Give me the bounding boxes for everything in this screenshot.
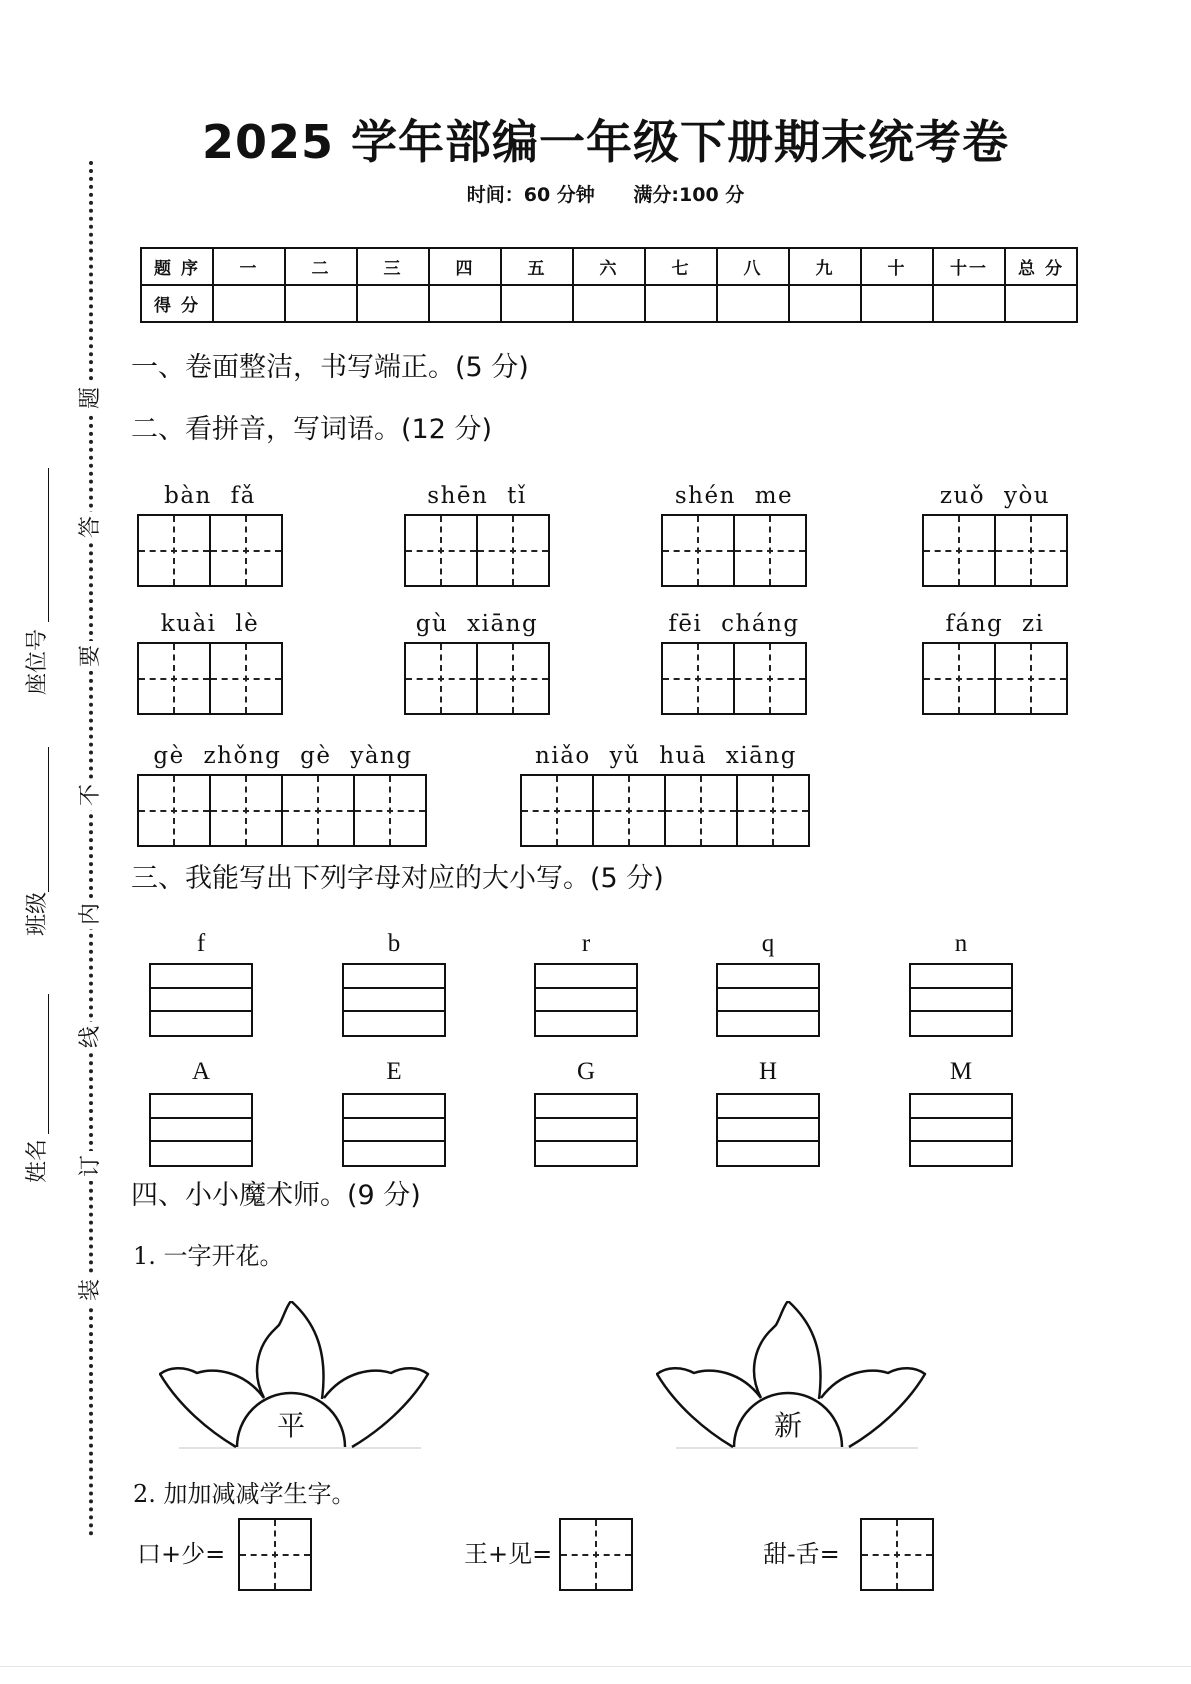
- grid-cell[interactable]: [209, 516, 281, 585]
- section-4-heading: 四、小小魔术师。(9 分): [131, 1180, 421, 1211]
- score-cell[interactable]: [933, 285, 1005, 322]
- column-header: 九: [789, 248, 861, 285]
- letter-label: n: [954, 930, 968, 957]
- score-table-score-row: [141, 285, 1077, 322]
- score-table: [140, 247, 1078, 323]
- pinyin-label: zuǒ yòu: [939, 483, 1051, 509]
- equation-label: 口+少=: [137, 1540, 226, 1568]
- grid-cell[interactable]: [994, 644, 1066, 713]
- flower-diagram: [656, 1301, 936, 1453]
- seal-char: 装: [76, 1275, 106, 1305]
- pinyin-label: fēi cháng: [668, 611, 800, 637]
- column-header: 二: [285, 248, 357, 285]
- column-header: 四: [429, 248, 501, 285]
- writing-grid[interactable]: [661, 642, 807, 715]
- equation-label: 王+见=: [464, 1540, 553, 1568]
- score-cell[interactable]: [501, 285, 573, 322]
- column-header: 六: [573, 248, 645, 285]
- letter-label: H: [758, 1058, 778, 1085]
- four-line-grid[interactable]: [534, 1093, 638, 1167]
- four-line-grid[interactable]: [909, 963, 1013, 1037]
- grid-cell[interactable]: [592, 776, 664, 845]
- grid-cell[interactable]: [561, 1520, 631, 1589]
- column-header: 十: [861, 248, 933, 285]
- grid-cell[interactable]: [139, 644, 209, 713]
- grid-cell[interactable]: [209, 644, 281, 713]
- seal-char: 线: [76, 1022, 106, 1052]
- page-edge: [0, 1666, 1191, 1667]
- column-header: 七: [645, 248, 717, 285]
- column-header-total: 总 分: [1005, 248, 1077, 285]
- seat-number-field[interactable]: [48, 468, 49, 622]
- flower-center-char: 平: [276, 1409, 306, 1442]
- four-line-grid[interactable]: [342, 963, 446, 1037]
- four-line-grid[interactable]: [534, 963, 638, 1037]
- pinyin-label: niǎo yǔ huā xiāng: [535, 743, 797, 769]
- score-table-header-row: [141, 248, 1077, 285]
- four-line-grid[interactable]: [716, 1093, 820, 1167]
- grid-cell[interactable]: [663, 644, 733, 713]
- grid-cell[interactable]: [733, 644, 805, 713]
- writing-grid[interactable]: [520, 774, 810, 847]
- pinyin-label: kuài lè: [160, 611, 260, 637]
- question-1-label: 1. 一字开花。: [133, 1242, 284, 1270]
- exam-info: [10, 180, 1191, 207]
- score-cell[interactable]: [213, 285, 285, 322]
- writing-grid[interactable]: [922, 514, 1068, 587]
- grid-cell[interactable]: [240, 1520, 310, 1589]
- grid-cell[interactable]: [406, 516, 476, 585]
- four-line-grid[interactable]: [909, 1093, 1013, 1167]
- column-header: 一: [213, 248, 285, 285]
- column-header: 八: [717, 248, 789, 285]
- answer-grid[interactable]: [559, 1518, 633, 1591]
- grid-cell[interactable]: [522, 776, 592, 845]
- four-line-grid[interactable]: [149, 963, 253, 1037]
- writing-grid[interactable]: [661, 514, 807, 587]
- four-line-grid[interactable]: [342, 1093, 446, 1167]
- petal-center: [257, 1301, 324, 1399]
- writing-grid[interactable]: [137, 642, 283, 715]
- grid-cell[interactable]: [663, 516, 733, 585]
- score-cell[interactable]: [357, 285, 429, 322]
- writing-grid[interactable]: [404, 642, 550, 715]
- grid-cell[interactable]: [476, 516, 548, 585]
- seal-char: 要: [76, 641, 106, 671]
- score-label: 得 分: [141, 285, 213, 322]
- grid-cell[interactable]: [139, 776, 209, 845]
- equation-label: 甜-舌=: [763, 1540, 840, 1568]
- letter-label: E: [386, 1058, 402, 1085]
- grid-cell[interactable]: [281, 776, 353, 845]
- seal-char: 不: [76, 780, 106, 810]
- grid-cell[interactable]: [209, 776, 281, 845]
- writing-grid[interactable]: [922, 642, 1068, 715]
- column-header: 三: [357, 248, 429, 285]
- score-cell[interactable]: [789, 285, 861, 322]
- score-cell[interactable]: [861, 285, 933, 322]
- class-field[interactable]: [48, 747, 49, 892]
- letter-label: q: [761, 930, 775, 957]
- score-cell[interactable]: [429, 285, 501, 322]
- letter-label: A: [191, 1058, 211, 1085]
- pinyin-label: gù xiāng: [415, 611, 539, 637]
- grid-cell[interactable]: [353, 776, 425, 845]
- score-cell-total[interactable]: [1005, 285, 1077, 322]
- grid-cell[interactable]: [664, 776, 736, 845]
- pinyin-label: shén me: [674, 483, 794, 509]
- score-cell[interactable]: [717, 285, 789, 322]
- writing-grid[interactable]: [137, 774, 427, 847]
- grid-cell[interactable]: [994, 516, 1066, 585]
- grid-cell[interactable]: [924, 516, 994, 585]
- column-header: 五: [501, 248, 573, 285]
- class-label: 班级: [25, 892, 50, 937]
- grid-cell[interactable]: [139, 516, 209, 585]
- pinyin-label: bàn fǎ: [164, 483, 256, 509]
- four-line-grid[interactable]: [716, 963, 820, 1037]
- flower-center-char: 新: [773, 1409, 803, 1442]
- answer-grid[interactable]: [860, 1518, 934, 1591]
- pinyin-label: shēn tǐ: [427, 483, 527, 509]
- binding-dotted-line: [89, 161, 93, 1537]
- letter-label: G: [576, 1058, 596, 1085]
- petal-center: [754, 1301, 821, 1399]
- name-field[interactable]: [48, 994, 49, 1134]
- letter-label: M: [949, 1058, 973, 1085]
- seal-char: 答: [76, 512, 106, 542]
- seal-char: 题: [76, 383, 106, 413]
- seat-number-label: 座位号: [25, 629, 50, 696]
- grid-cell[interactable]: [406, 644, 476, 713]
- flower-diagram: [159, 1301, 439, 1453]
- four-line-grid[interactable]: [149, 1093, 253, 1167]
- column-header: 十一: [933, 248, 1005, 285]
- score-cell[interactable]: [285, 285, 357, 322]
- seal-char: 订: [76, 1151, 106, 1181]
- grid-cell[interactable]: [476, 644, 548, 713]
- full-score: 满分:100 分: [633, 184, 745, 206]
- section-2-heading: 二、看拼音，写词语。(12 分): [131, 414, 493, 445]
- writing-grid[interactable]: [404, 514, 550, 587]
- section-3-heading: 三、我能写出下列字母对应的大小写。(5 分): [131, 863, 664, 894]
- answer-grid[interactable]: [238, 1518, 312, 1591]
- page-title: 2025 学年部编一年级下册期末统考卷: [201, 115, 1010, 169]
- time-limit: 时间：60 分钟: [466, 184, 595, 206]
- grid-cell[interactable]: [862, 1520, 932, 1589]
- score-cell[interactable]: [573, 285, 645, 322]
- grid-cell[interactable]: [733, 516, 805, 585]
- grid-cell[interactable]: [924, 644, 994, 713]
- pinyin-label: gè zhǒng gè yàng: [153, 743, 413, 769]
- letter-label: r: [581, 930, 591, 957]
- seal-char: 内: [76, 899, 106, 929]
- letter-label: b: [387, 930, 401, 957]
- score-cell[interactable]: [645, 285, 717, 322]
- question-2-label: 2. 加加减减学生字。: [133, 1480, 356, 1508]
- letter-label: f: [196, 930, 206, 957]
- header-label: 题 序: [141, 248, 213, 285]
- section-1-heading: 一、卷面整洁，书写端正。(5 分): [131, 352, 529, 383]
- name-label: 姓名: [25, 1139, 50, 1184]
- writing-grid[interactable]: [137, 514, 283, 587]
- pinyin-label: fáng zi: [945, 611, 1045, 637]
- grid-cell[interactable]: [736, 776, 808, 845]
